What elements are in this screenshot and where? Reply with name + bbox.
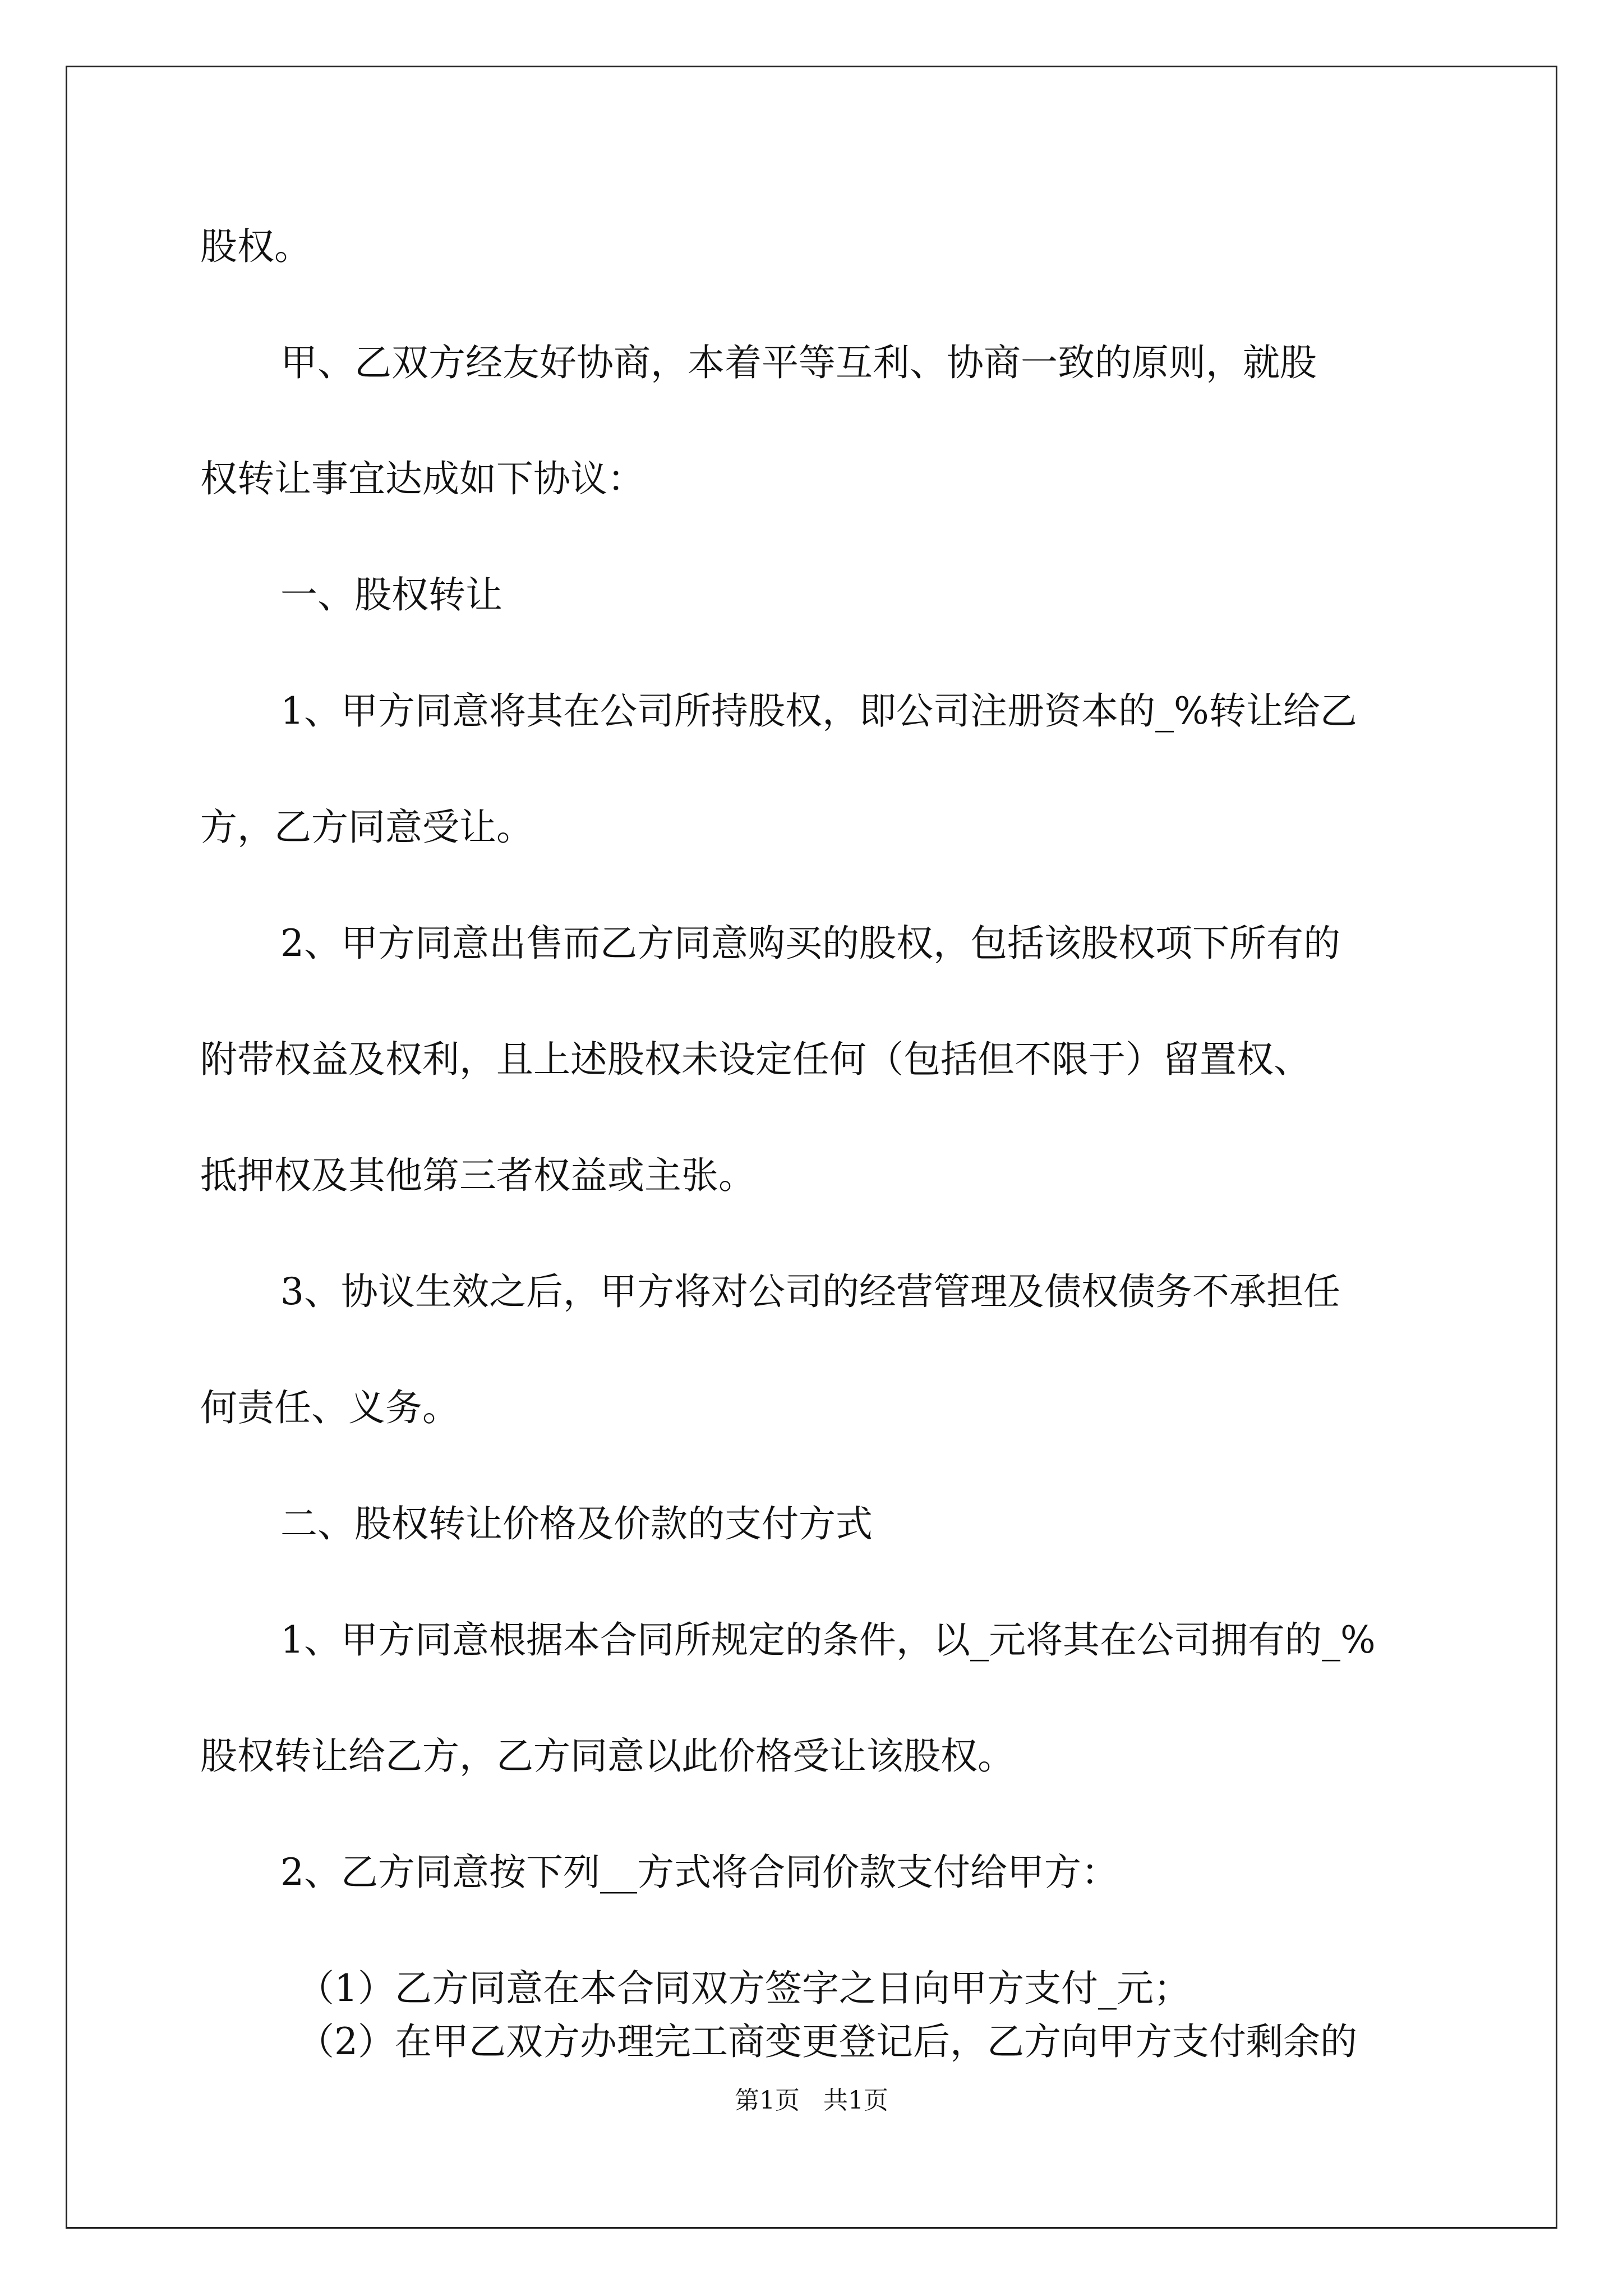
text-line: 1、甲方同意将其在公司所持股权，即公司注册资本的_%转让给乙 [280, 689, 1357, 733]
text-line: （2）在甲乙双方办理完工商变更登记后，乙方向甲方支付剩余的 [297, 2020, 1357, 2063]
text-line: （1）乙方同意在本合同双方签字之日向甲方支付_元； [297, 1967, 1191, 2010]
text-line: 权转让事宜达成如下协议： [200, 457, 644, 500]
text-line: 2、甲方同意出售而乙方同意购买的股权，包括该股权项下所有的 [280, 922, 1340, 965]
text-line: 附带权益及权利，且上述股权未设定任何（包括但不限于）留置权、 [200, 1038, 1311, 1081]
text-line: 甲、乙双方经友好协商，本着平等互利、协商一致的原则，就股 [280, 341, 1317, 384]
text-line: 股权转让给乙方，乙方同意以此价格受让该股权。 [200, 1734, 1015, 1778]
text-line: 3、协议生效之后，甲方将对公司的经营管理及债权债务不承担任 [280, 1270, 1340, 1313]
text-line: 2、乙方同意按下列__方式将合同价款支付给甲方： [280, 1851, 1118, 1894]
page-number-footer: 第1页 共1页 [735, 2086, 888, 2115]
text-line: 何责任、义务。 [200, 1386, 459, 1429]
text-line: 股权。 [200, 225, 311, 268]
section-heading: 一、股权转让 [280, 573, 502, 616]
page-border [66, 66, 1557, 2229]
text-line: 方，乙方同意受让。 [200, 806, 533, 849]
text-line: 1、甲方同意根据本合同所规定的条件，以_元将其在公司拥有的_% [280, 1618, 1376, 1662]
text-line: 抵押权及其他第三者权益或主张。 [200, 1154, 755, 1197]
section-heading: 二、股权转让价格及价款的支付方式 [280, 1502, 873, 1545]
